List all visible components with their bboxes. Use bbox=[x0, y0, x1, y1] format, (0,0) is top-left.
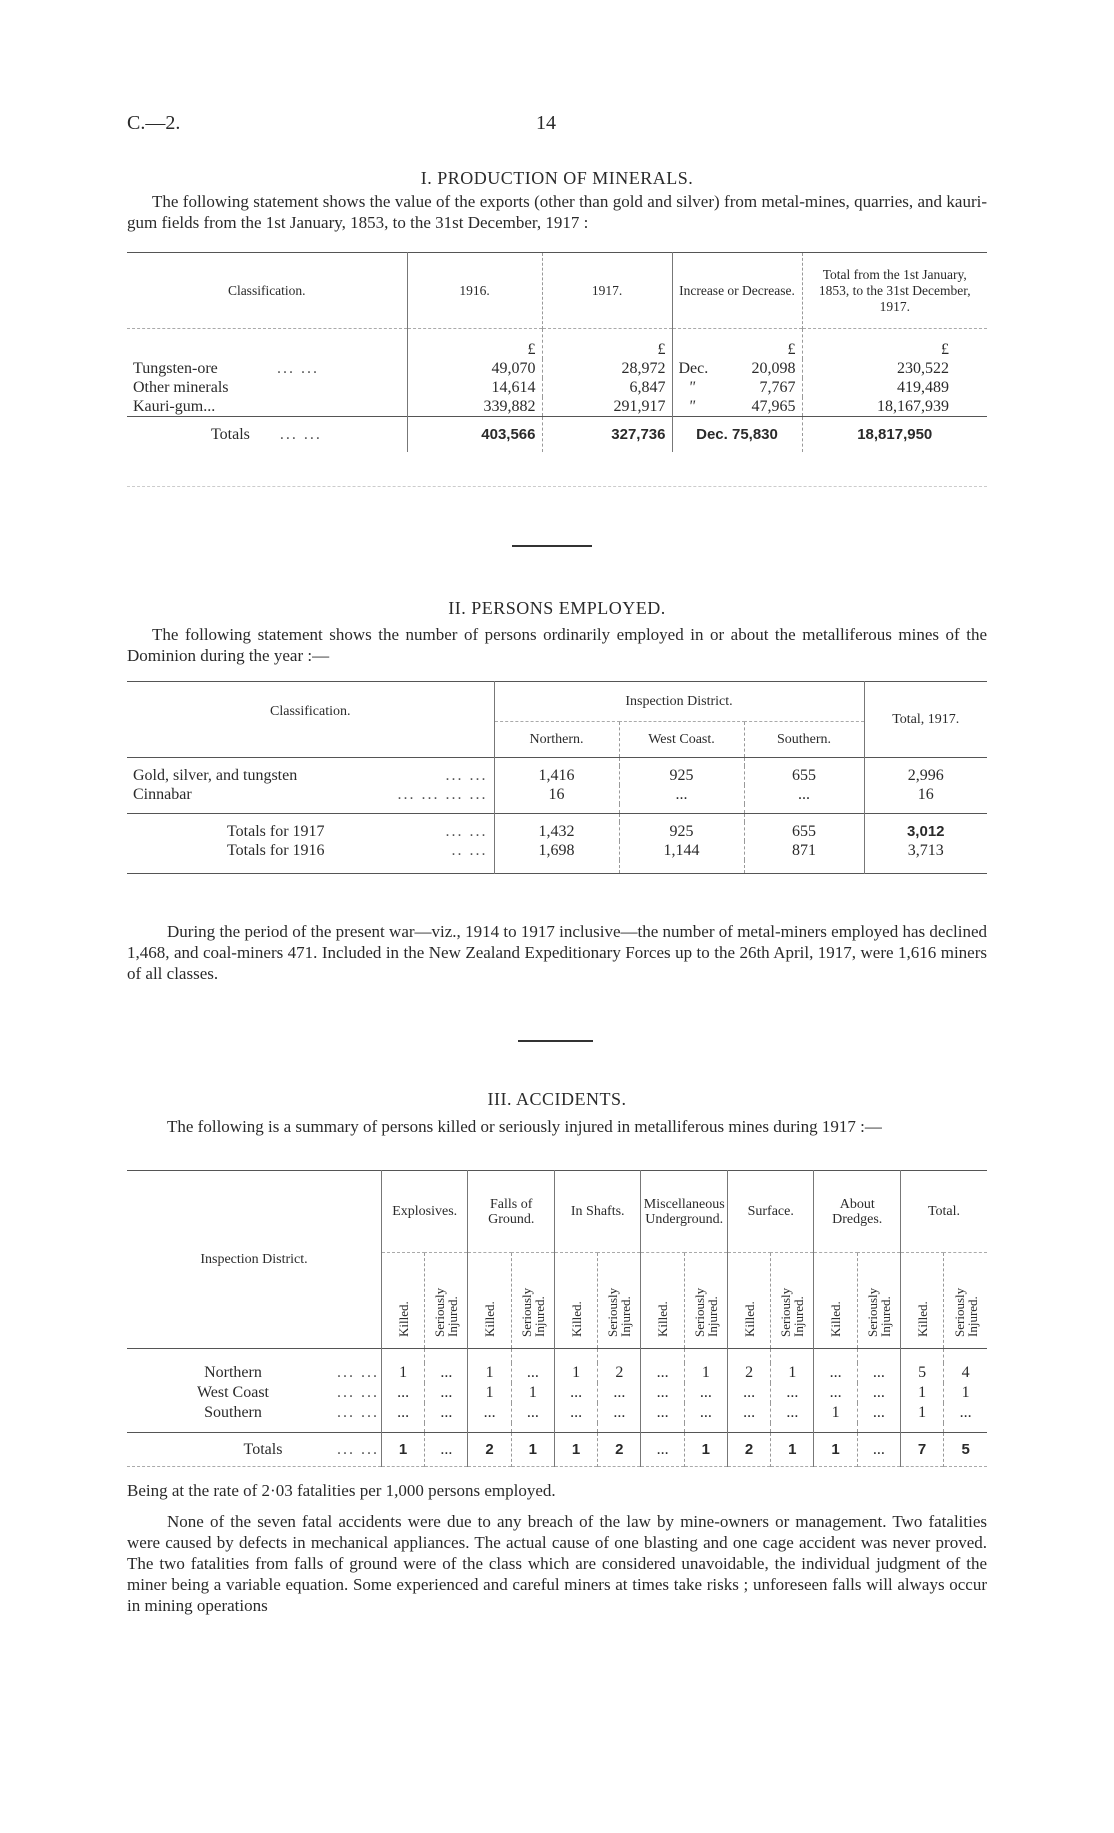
subheader-killed: Killed. bbox=[655, 1300, 671, 1337]
col-header-total: Total. bbox=[900, 1171, 987, 1253]
col-header-misc: Miscellaneous Underground. bbox=[641, 1171, 728, 1253]
row-label: Cinnabar bbox=[133, 785, 192, 803]
col-header-1917: 1917. bbox=[542, 253, 672, 329]
table-row: Gold, silver, and tungsten ... ... 1,416 925 655 2,996 bbox=[127, 766, 987, 785]
totals-label: Totals bbox=[243, 1440, 283, 1458]
currency-symbol: £ bbox=[542, 329, 672, 359]
section-title-employed: II. PERSONS EMPLOYED. bbox=[448, 598, 666, 618]
subheader-injured: Seriously Injured. bbox=[864, 1287, 893, 1337]
subheader-killed: Killed. bbox=[741, 1300, 757, 1337]
currency-symbol: £ bbox=[802, 329, 987, 359]
page-number: 14 bbox=[536, 112, 556, 134]
section-divider bbox=[512, 545, 592, 547]
row-label: Tungsten-ore bbox=[133, 359, 218, 377]
employment-table bbox=[127, 681, 987, 874]
war-period-note: During the period of the present war—viz., 1914 to 1917 inclusive—the number of metal-miners employed has declined 1,468, and coal-miners 471. Included in the New Zealand Expeditionary Forces up to the 26th April, 1917, were 1,616 miners of all classes. bbox=[127, 922, 987, 983]
section-intro-accidents: The following is a summary of persons killed or seriously injured in metalliferous mines during 1917 :— bbox=[167, 1117, 882, 1136]
col-header-west-coast: West Coast. bbox=[619, 722, 744, 758]
subheader-injured: Seriously Injured. bbox=[518, 1287, 547, 1337]
totals-row: Totals ... ... 1 ... 2 1 1 2 ... 1 2 1 1 ... 7 5 bbox=[127, 1433, 987, 1467]
subheader-killed: Killed. bbox=[568, 1300, 584, 1337]
section-divider bbox=[518, 1040, 593, 1042]
currency-symbol: £ bbox=[407, 329, 542, 359]
subheader-injured: Seriously Injured. bbox=[432, 1287, 461, 1337]
col-header-northern: Northern. bbox=[494, 722, 619, 758]
col-header-classification: Classification. bbox=[227, 282, 306, 298]
section-intro-employed: The following statement shows the number of persons ordinarily employed in or about the metalliferous mines of the Dominion during the year :— bbox=[127, 625, 987, 665]
row-label: Kauri-gum... bbox=[133, 397, 216, 415]
subheader-killed: Killed. bbox=[828, 1300, 844, 1337]
table-row: Northern ... ... 1 ... 1 ... 1 2 ... 1 2 1 ... ... 5 4 bbox=[127, 1363, 987, 1383]
col-header-district: Inspection District. bbox=[200, 1252, 308, 1267]
totals-label: Totals for 1916 bbox=[227, 841, 325, 859]
table-row: Tungsten-ore ... ... 49,070 28,972 Dec. 20,098 230,522 bbox=[127, 359, 987, 378]
totals-label: Totals for 1917 bbox=[227, 822, 325, 840]
section-title-accidents: III. ACCIDENTS. bbox=[487, 1089, 627, 1109]
col-header-total: Total, 1917. bbox=[864, 682, 987, 758]
table-row: Kauri-gum... 339,882 291,917 " 47,965 18,167,939 bbox=[127, 397, 987, 417]
subheader-injured: Seriously Injured. bbox=[951, 1287, 980, 1337]
table-row: Cinnabar ... ... ... ... 16 ... ... 16 bbox=[127, 785, 987, 804]
accidents-table bbox=[127, 1170, 987, 1467]
section-title-production: I. PRODUCTION OF MINERALS. bbox=[420, 168, 694, 188]
col-header-southern: Southern. bbox=[744, 722, 864, 758]
currency-symbol: £ bbox=[672, 329, 802, 359]
subheader-injured: Seriously Injured. bbox=[691, 1287, 720, 1337]
subheader-injured: Seriously Injured. bbox=[778, 1287, 807, 1337]
accidents-paragraph: None of the seven fatal accidents were due to any breach of the law by mine-owners or management. Two fatalities were caused by defects in mechanical appliances. The actual cause of one blasting and one cage accident was never proved. The two fatalities from falls of ground were of the class which are considered unavoidable, the individual judgment of the miner being a variable equation. Some experienced and careful miners at times take risks ; unforeseen falls will always occur in mining operations bbox=[127, 1512, 987, 1615]
col-header-falls: Falls of Ground. bbox=[468, 1171, 555, 1253]
subheader-killed: Killed. bbox=[395, 1300, 411, 1337]
row-label: West Coast bbox=[196, 1383, 269, 1401]
row-label: Gold, silver, and tungsten bbox=[133, 766, 298, 784]
row-label: Other minerals bbox=[133, 378, 229, 396]
col-header-district: Inspection District. bbox=[494, 682, 864, 722]
table-row: Southern ... ... ... ... ... ... ... ... ... ... ... ... 1 ... 1 ... bbox=[127, 1403, 987, 1423]
row-label: Northern bbox=[204, 1363, 262, 1381]
col-header-change: Increase or Decrease. bbox=[672, 253, 802, 329]
fatality-rate-note: Being at the rate of 2·03 fatalities per 1,000 persons employed. bbox=[127, 1481, 556, 1500]
totals-row: Totals for 1916 .. ... 1,698 1,144 871 3,713 bbox=[127, 841, 987, 860]
section-intro-production: The following statement shows the value of the exports (other than gold and silver) from metal-mines, quarries, and kauri-gum fields from the 1st January, 1853, to the 31st December, 1917 : bbox=[127, 192, 987, 232]
totals-label: Totals bbox=[211, 425, 250, 443]
row-label: Southern bbox=[204, 1403, 262, 1421]
subheader-injured: Seriously Injured. bbox=[605, 1287, 634, 1337]
table-row: West Coast ... ... ... ... 1 1 ... ... ... ... ... ... ... ... 1 1 bbox=[127, 1383, 987, 1403]
table-bottom-rule bbox=[127, 486, 987, 487]
document-reference: C.—2. bbox=[127, 112, 181, 134]
totals-row: Totals ... ... 403,566 327,736 Dec. 75,830 18,817,950 bbox=[127, 416, 987, 452]
production-table bbox=[127, 252, 987, 452]
col-header-shafts: In Shafts. bbox=[554, 1171, 641, 1253]
col-header-1916: 1916. bbox=[407, 253, 542, 329]
table-row: Other minerals 14,614 6,847 " 7,767 419,489 bbox=[127, 378, 987, 397]
totals-row: Totals for 1917 ... ... 1,432 925 655 3,012 bbox=[127, 822, 987, 841]
subheader-killed: Killed. bbox=[914, 1300, 930, 1337]
col-header-dredges: About Dredges. bbox=[814, 1171, 901, 1253]
col-header-total: Total from the 1st January, 1853, to the 31st December, 1917. bbox=[802, 253, 987, 329]
col-header-classification: Classification. bbox=[270, 703, 351, 719]
col-header-surface: Surface. bbox=[727, 1171, 814, 1253]
col-header-explosives: Explosives. bbox=[381, 1171, 468, 1253]
subheader-killed: Killed. bbox=[482, 1300, 498, 1337]
